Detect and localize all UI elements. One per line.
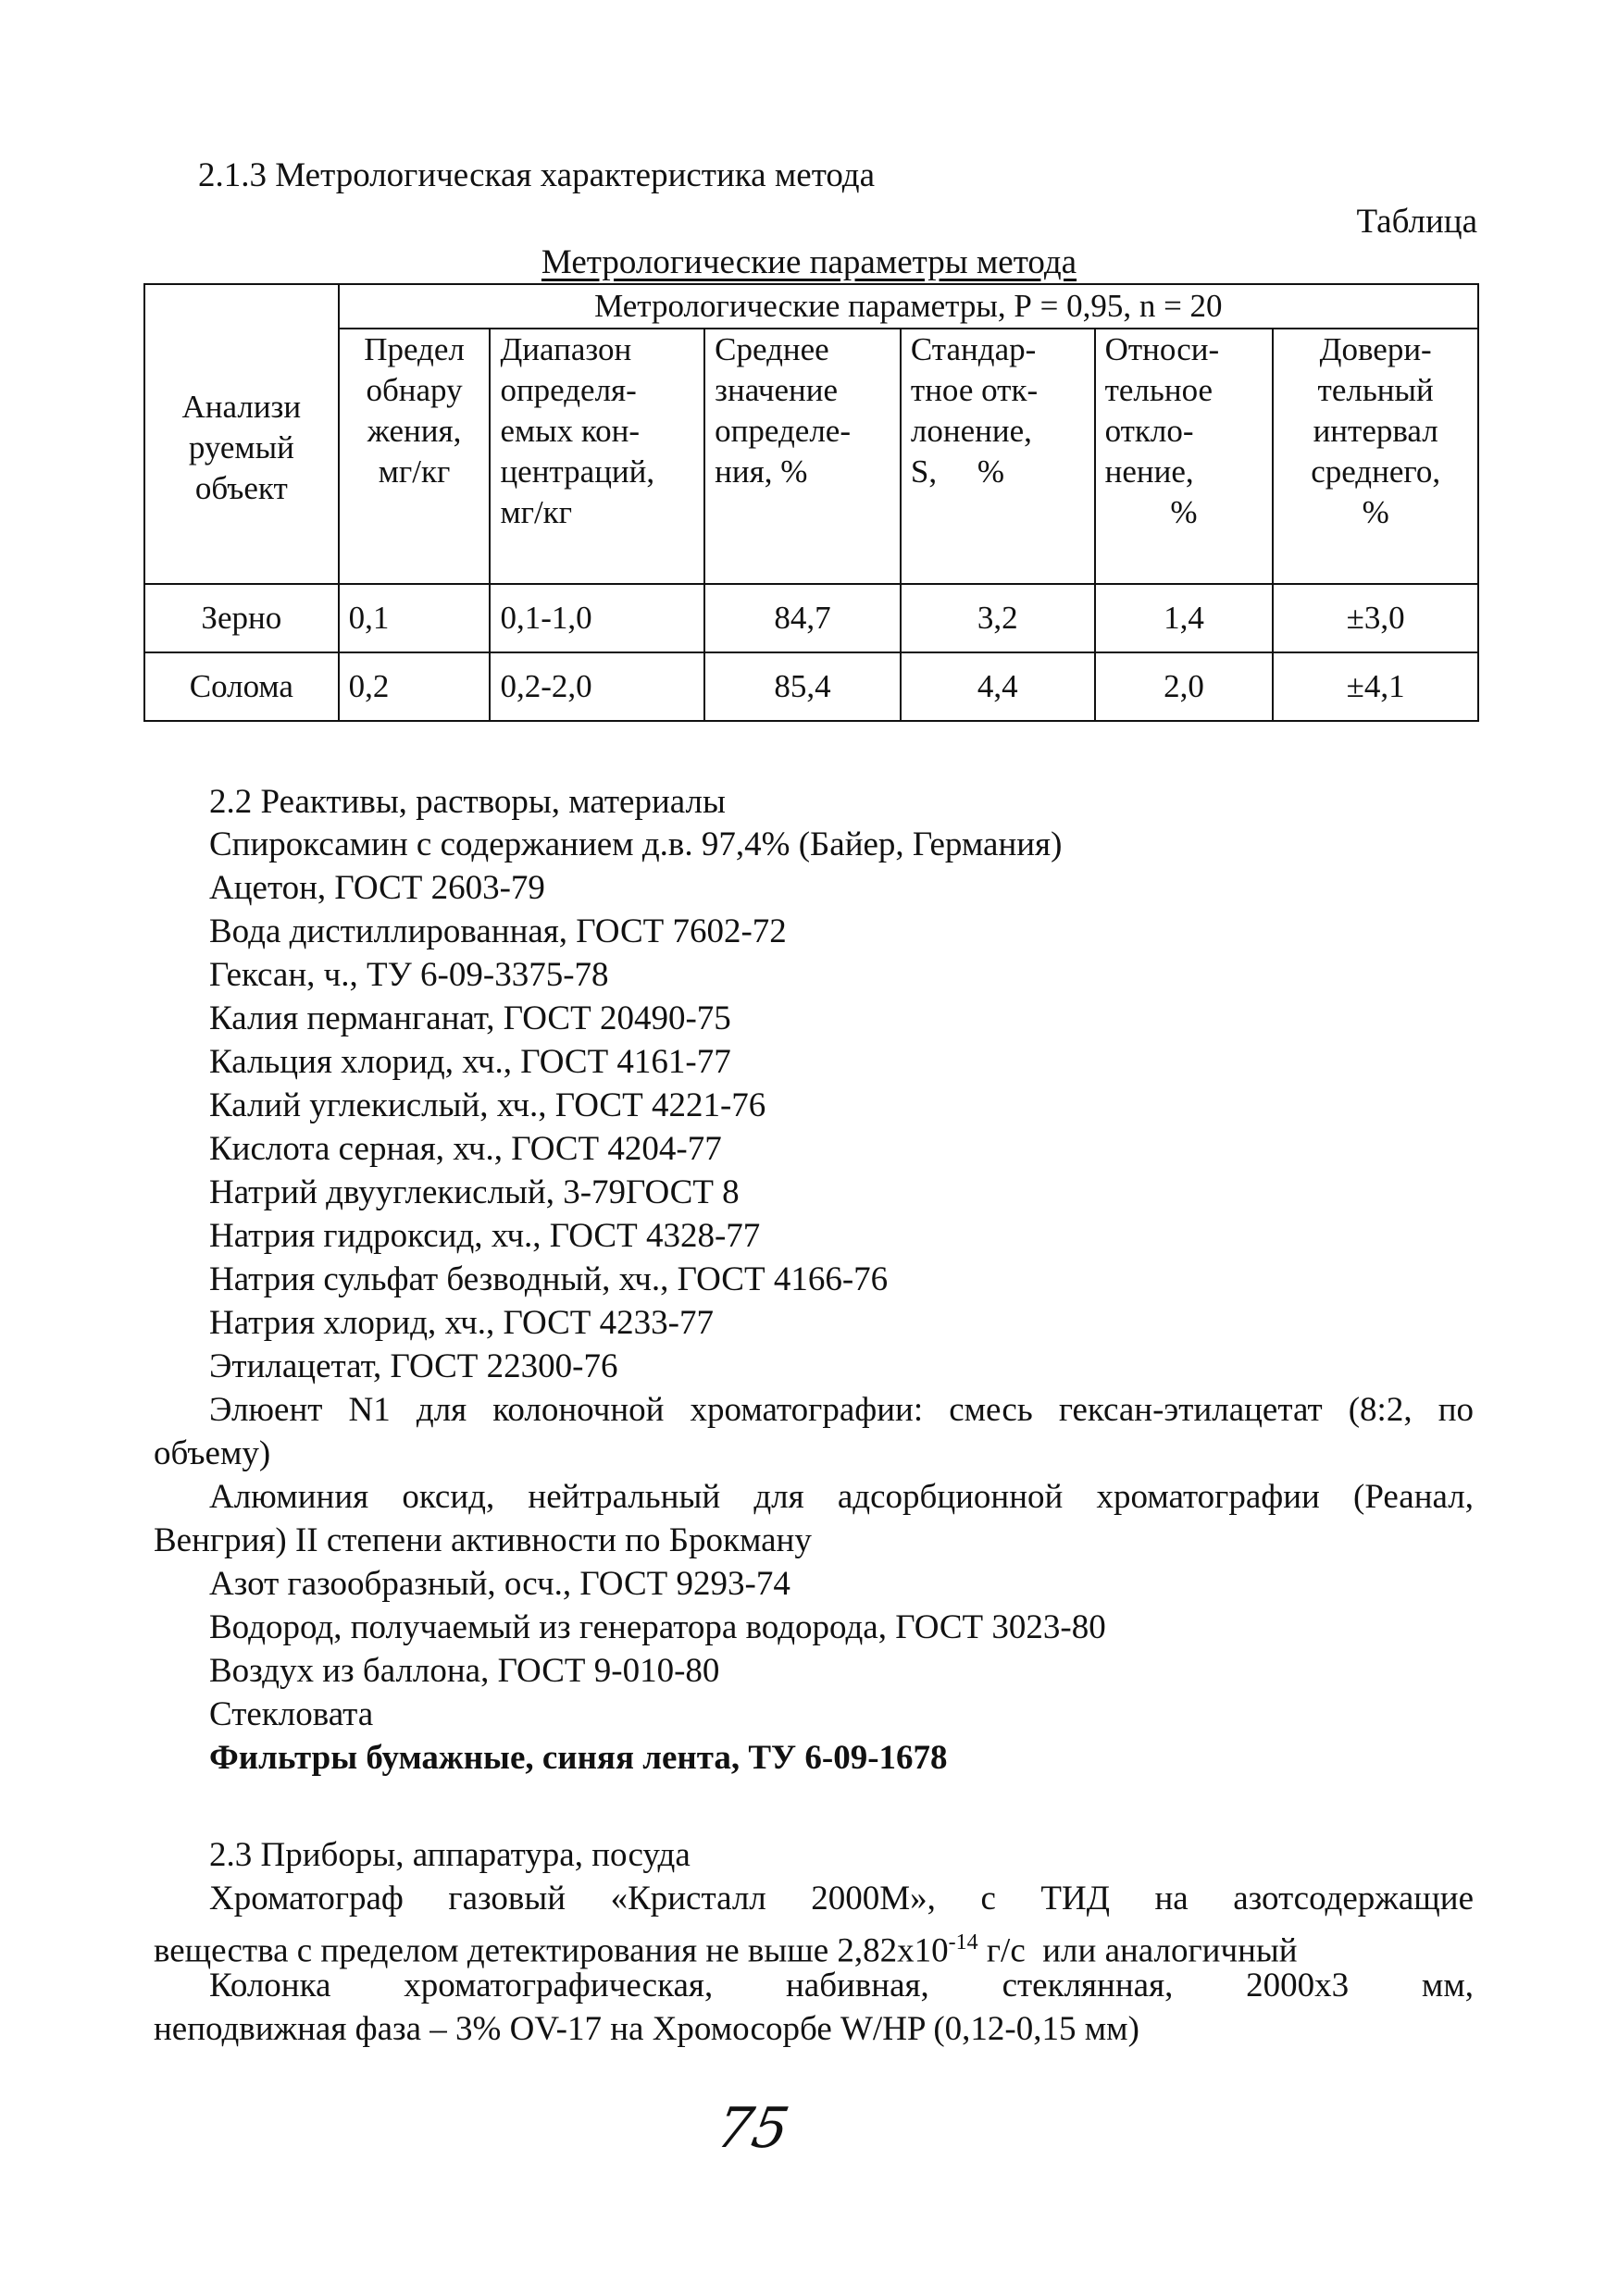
alumina-line-cont: Венгрия) II степени активности по Брокману [154,1521,812,1559]
header-line: емых кон- [500,413,640,449]
object-header-line: объект [194,470,288,506]
header-line: Диапазон [500,331,632,367]
header-line: жения, [367,413,462,449]
cell-range: 0,1-1,0 [490,584,704,652]
eluent-line: Элюент N1 для колоночной хроматографии: смесь гексан-этилацетат (8:2, по [209,1391,1474,1429]
metrology-table [143,283,1479,722]
header-line: нение, [1104,453,1194,490]
section-title: 2.1.3 Метрологическая характеристика метода [198,156,876,194]
cell-range: 0,2-2,0 [490,652,704,721]
table-caption-text: Метрологические параметры метода [541,243,1077,281]
col-header-limit [339,329,491,584]
table-caption [0,242,1618,283]
header-line: тное отк- [910,372,1039,408]
header-line: значение [715,372,838,408]
cell-mean: 84,7 [704,584,901,652]
header-line: S, % [910,453,1005,490]
reagent-item: Воздух из баллона, ГОСТ 9-010-80 [209,1652,720,1690]
cell-sd: 4,4 [901,652,1095,721]
table-label: Таблица [1356,203,1477,241]
cell-rel: 1,4 [1095,584,1274,652]
col-header-range [490,329,704,584]
cell-object: Солома [144,652,339,721]
reagent-item: Вода дистиллированная, ГОСТ 7602-72 [209,912,787,950]
header-line: Стандар- [910,331,1037,367]
header-line: мг/кг [378,453,451,490]
object-header-line: руемый [188,429,294,465]
table-header-row [144,329,1478,584]
reagent-item: Стекловата [209,1695,374,1733]
eluent-line-cont: объему) [154,1434,271,1472]
chromatograph-line: Хроматограф газовый «Кристалл 2000М», с ТИД на азотсодержащие [209,1880,1474,1917]
cell-ci: ±3,0 [1273,584,1478,652]
reagent-item: Калия перманганат, ГОСТ 20490-75 [209,999,731,1037]
reagent-item: Натрия сульфат безводный, хч., ГОСТ 4166-76 [209,1260,889,1298]
header-line: тельный [1317,372,1434,408]
reagent-item: Азот газообразный, осч., ГОСТ 9293-74 [209,1565,790,1603]
detection-exponent: -14 [948,1930,978,1955]
header-line: интервал [1313,413,1438,449]
table-params-row [144,284,1478,329]
header-line: лонение, [910,413,1032,449]
reagents-heading: 2.2 Реактивы, растворы, материалы [209,783,726,821]
cell-ci: ±4,1 [1273,652,1478,721]
cell-sd: 3,2 [901,584,1095,652]
reagent-item: Натрий двууглекислый, 3-79ГОСТ 8 [209,1173,740,1211]
col-header-mean [704,329,901,584]
object-header-line: Анализи [181,389,302,425]
header-line: обнару [366,372,463,408]
reagent-item: Гексан, ч., ТУ 6-09-3375-78 [209,956,609,994]
table-row [144,652,1478,721]
reagent-item: Фильтры бумажные, синяя лента, ТУ 6-09-1678 [209,1739,948,1777]
cell-rel: 2,0 [1095,652,1274,721]
header-line: Предел [364,331,465,367]
header-line: Среднее [715,331,829,367]
reagent-item: Натрия хлорид, хч., ГОСТ 4233-77 [209,1304,714,1342]
header-line: центраций, [500,453,655,490]
column-line-cont: неподвижная фаза – 3% OV-17 на Хромосорбе W/HP (0,12-0,15 мм) [154,2010,1139,2048]
header-line: откло- [1104,413,1194,449]
col-header-ci [1273,329,1478,584]
equipment-heading: 2.3 Приборы, аппаратура, посуда [209,1836,691,1874]
header-line: % [1362,494,1389,530]
cell-mean: 85,4 [704,652,901,721]
chromatograph-line-cont [154,1922,1298,1971]
detection-unit: г/с или аналогичный [977,1931,1298,1970]
alumina-line: Алюминия оксид, нейтральный для адсорбционной хроматографии (Реанал, [209,1478,1474,1516]
params-header-cell: Метрологические параметры, Р = 0,95, n = 20 [339,284,1478,329]
header-line: мг/кг [500,494,573,530]
col-header-sd [901,329,1095,584]
col-header-rel [1095,329,1274,584]
header-line: среднего, [1311,453,1441,490]
reagent-item: Калий углекислый, хч., ГОСТ 4221-76 [209,1086,766,1124]
reagent-item: Спироксамин с содержанием д.в. 97,4% (Байер, Германия) [209,825,1063,863]
cell-limit: 0,2 [339,652,491,721]
reagent-item: Этилацетат, ГОСТ 22300-76 [209,1347,618,1385]
reagent-item: Кальция хлорид, хч., ГОСТ 4161-77 [209,1043,731,1081]
cell-limit: 0,1 [339,584,491,652]
column-line: Колонка хроматографическая, набивная, стеклянная, 2000x3 мм, [209,1967,1474,2004]
header-line: Относи- [1104,331,1220,367]
header-line: тельное [1104,372,1214,408]
header-line: определе- [715,413,851,449]
reagent-item: Водород, получаемый из генератора водорода, ГОСТ 3023-80 [209,1608,1106,1646]
header-line: ния, % [715,453,808,490]
reagent-item: Ацетон, ГОСТ 2603-79 [209,869,545,907]
detection-text: вещества с пределом детектирования не выше 2,82x10 [154,1931,949,1970]
reagent-item: Натрия гидроксид, хч., ГОСТ 4328-77 [209,1217,761,1255]
page-number: 75 [711,2096,794,2161]
header-line: Довери- [1319,331,1432,367]
cell-object: Зерно [144,584,339,652]
table-row [144,584,1478,652]
header-line: % [1170,494,1198,530]
header-line: определя- [500,372,637,408]
reagent-item: Кислота серная, хч., ГОСТ 4204-77 [209,1130,722,1168]
object-header-cell [144,284,339,584]
